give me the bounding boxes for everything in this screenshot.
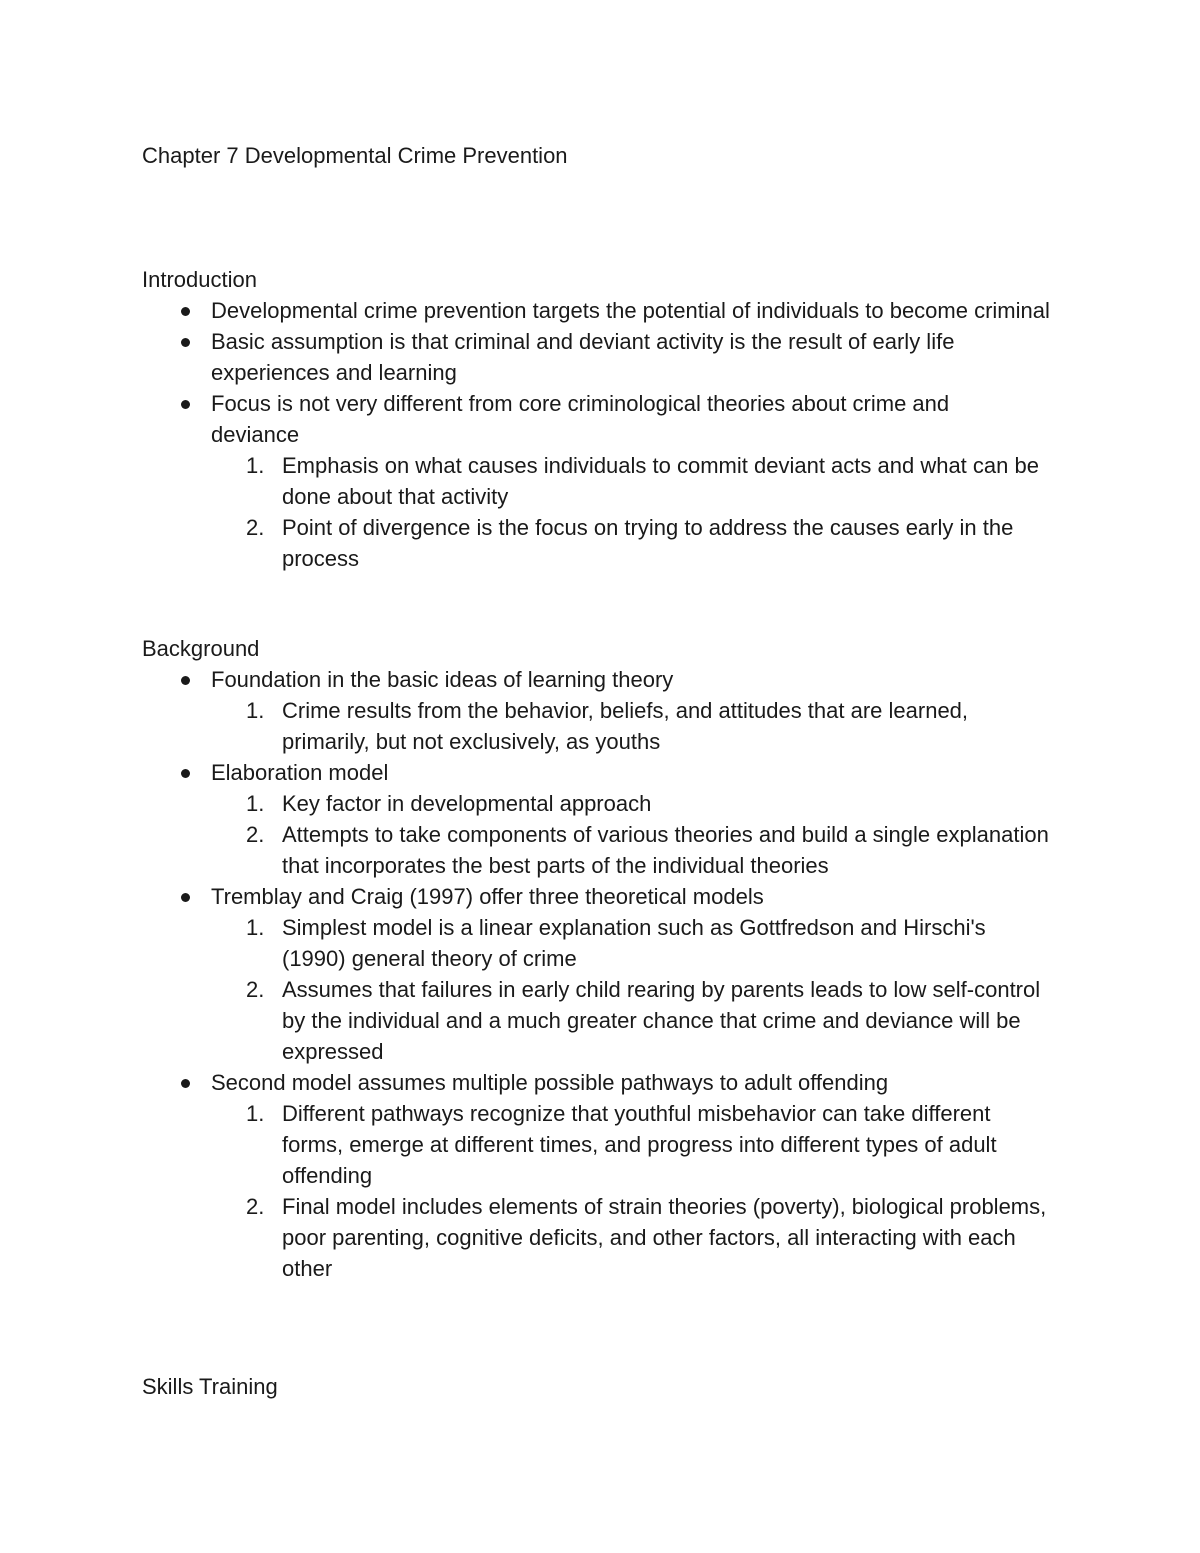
numbered-item-text: Different pathways recognize that youthful misbehavior can take different forms, emerge at different times, and progress into different types of adult offending <box>282 1101 997 1188</box>
bullet-icon <box>181 769 190 778</box>
list-item <box>142 295 1142 326</box>
list-item-text: Basic assumption is that criminal and deviant activity is the result of early life experiences and learning <box>211 329 955 385</box>
numbered-list <box>211 912 1142 1067</box>
numbered-item-text: Crime results from the behavior, beliefs, and attitudes that are learned, primarily, but not exclusively, as youths <box>282 698 969 754</box>
item-number: 2. <box>246 822 265 847</box>
numbered-list <box>211 1098 1142 1284</box>
bullet-icon <box>181 307 190 316</box>
item-number: 1. <box>246 1101 265 1126</box>
numbered-item <box>211 1098 1142 1191</box>
list-item <box>142 757 1142 881</box>
bullet-icon <box>181 893 190 902</box>
numbered-item-text: Key factor in developmental approach <box>282 791 652 816</box>
numbered-item <box>211 695 1142 757</box>
bullet-list <box>142 295 1142 574</box>
item-number: 2. <box>246 1194 265 1219</box>
item-number: 1. <box>246 915 265 940</box>
numbered-item-text: Final model includes elements of strain theories (poverty), biological problems, poor parenting, cognitive deficits, and other factors, all interacting with each other <box>282 1194 1047 1281</box>
list-item <box>142 664 1142 757</box>
numbered-item-text: Simplest model is a linear explanation such as Gottfredson and Hirschi's (1990) general theory of crime <box>282 915 986 971</box>
bullet-icon <box>181 1079 190 1088</box>
item-number: 1. <box>246 791 265 816</box>
list-item <box>142 881 1142 1067</box>
numbered-item-text: Assumes that failures in early child rearing by parents leads to low self-control by the individual and a much greater chance that crime and deviance will be expressed <box>282 977 1041 1064</box>
numbered-item-text: Point of divergence is the focus on trying to address the causes early in the process <box>282 515 1014 571</box>
numbered-item <box>211 512 1142 574</box>
list-item-text: Developmental crime prevention targets the potential of individuals to become criminal <box>211 298 1050 323</box>
list-item <box>142 388 1142 574</box>
numbered-item <box>211 819 1142 881</box>
numbered-item <box>211 912 1142 974</box>
section-heading: Skills Training <box>142 1374 278 1399</box>
bullet-icon <box>181 400 190 409</box>
section-heading: Background <box>142 636 260 661</box>
section-introduction <box>142 264 1142 574</box>
list-item-text: Foundation in the basic ideas of learning theory <box>211 667 674 692</box>
numbered-item <box>211 450 1142 512</box>
item-number: 1. <box>246 453 265 478</box>
numbered-list <box>211 788 1142 881</box>
numbered-list <box>211 695 1142 757</box>
section-heading: Introduction <box>142 267 257 292</box>
list-item-text: Second model assumes multiple possible pathways to adult offending <box>211 1070 889 1095</box>
numbered-item <box>211 1191 1142 1284</box>
list-item-text: Focus is not very different from core criminological theories about crime and deviance <box>211 391 950 447</box>
item-number: 1. <box>246 698 265 723</box>
bullet-icon <box>181 676 190 685</box>
numbered-list <box>211 450 1142 574</box>
list-item-text: Tremblay and Craig (1997) offer three theoretical models <box>211 884 764 909</box>
page-title: Chapter 7 Developmental Crime Prevention <box>142 143 568 168</box>
item-number: 2. <box>246 977 265 1002</box>
bullet-icon <box>181 338 190 347</box>
list-item-text: Elaboration model <box>211 760 389 785</box>
numbered-item <box>211 788 1142 819</box>
bullet-list <box>142 664 1142 1284</box>
list-item <box>142 1067 1142 1284</box>
numbered-item-text: Attempts to take components of various theories and build a single explanation that incorporates the best parts of the individual theories <box>282 822 1049 878</box>
section-background <box>142 633 1142 1284</box>
section-skills-training <box>142 1371 1142 1402</box>
numbered-item <box>211 974 1142 1067</box>
list-item <box>142 326 1142 388</box>
numbered-item-text: Emphasis on what causes individuals to commit deviant acts and what can be done about that activity <box>282 453 1039 509</box>
item-number: 2. <box>246 515 265 540</box>
